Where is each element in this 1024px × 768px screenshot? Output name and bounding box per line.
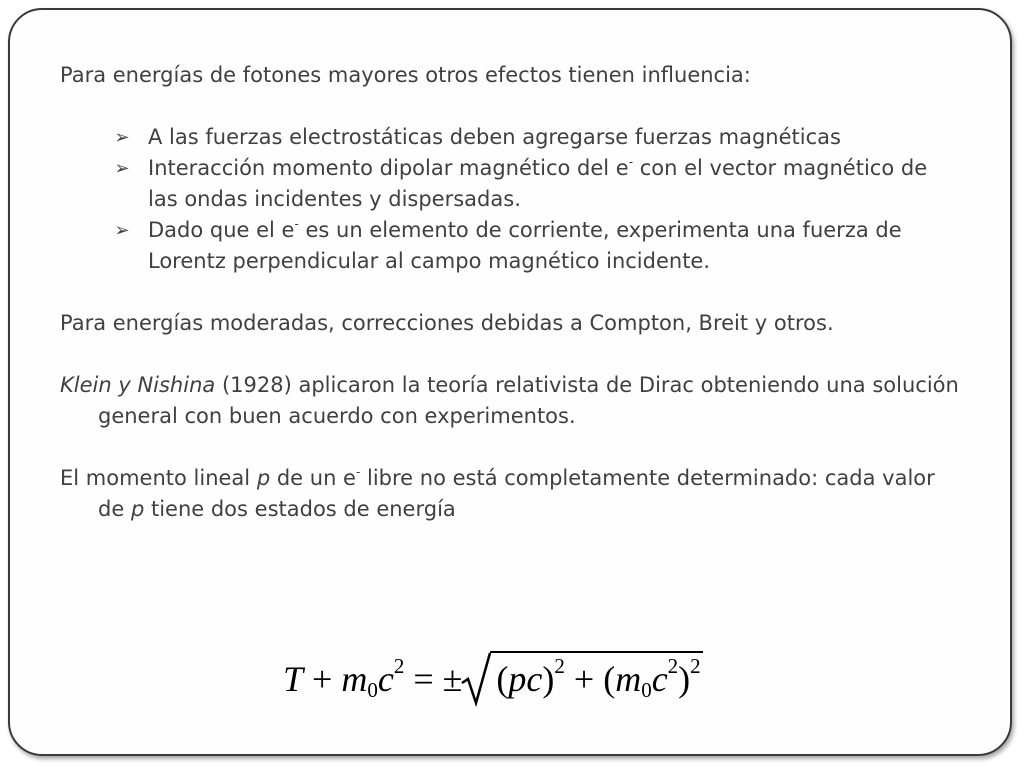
arrow-bullet-icon: ➢ [114, 158, 130, 179]
bullet-list [60, 122, 960, 277]
bullet-item: ➢ Interacción momento dipolar magnético del e- con el vector magnético de las ondas incidentes y dispersadas. [60, 153, 960, 215]
bullet-item: ➢ A las fuerzas electrostáticas deben agregarse fuerzas magnéticas [60, 122, 960, 153]
paragraph-klein-nishina: Klein y Nishina (1928) aplicaron la teoría relativista de Dirac obteniendo una solución general con buen acuerdo con experimentos. [60, 373, 959, 428]
paragraph-momentum: El momento lineal p de un e- libre no está completamente determinado: cada valor de p tiene dos estados de energía [60, 465, 935, 521]
radical-sign-icon [460, 647, 492, 709]
paragraph-corrections: Para energías moderadas, correcciones debidas a Compton, Breit y otros. [60, 311, 834, 335]
arrow-bullet-icon: ➢ [114, 220, 130, 241]
arrow-bullet-icon: ➢ [114, 127, 130, 148]
bullet-item: ➢ Dado que el e- es un elemento de corriente, experimenta una fuerza de Lorentz perpendicular al campo magnético incidente. [60, 215, 960, 277]
square-root: $(pc)^2 + (m_0c^2)^2$ [462, 645, 702, 716]
energy-formula: $T + m_0c^2$ = ± $(pc)^2 + (m_0c^2)^2$ [283, 645, 703, 720]
slide-content [60, 60, 960, 525]
paragraph-intro: Para energías de fotones mayores otros efectos tienen influencia: [60, 63, 751, 87]
